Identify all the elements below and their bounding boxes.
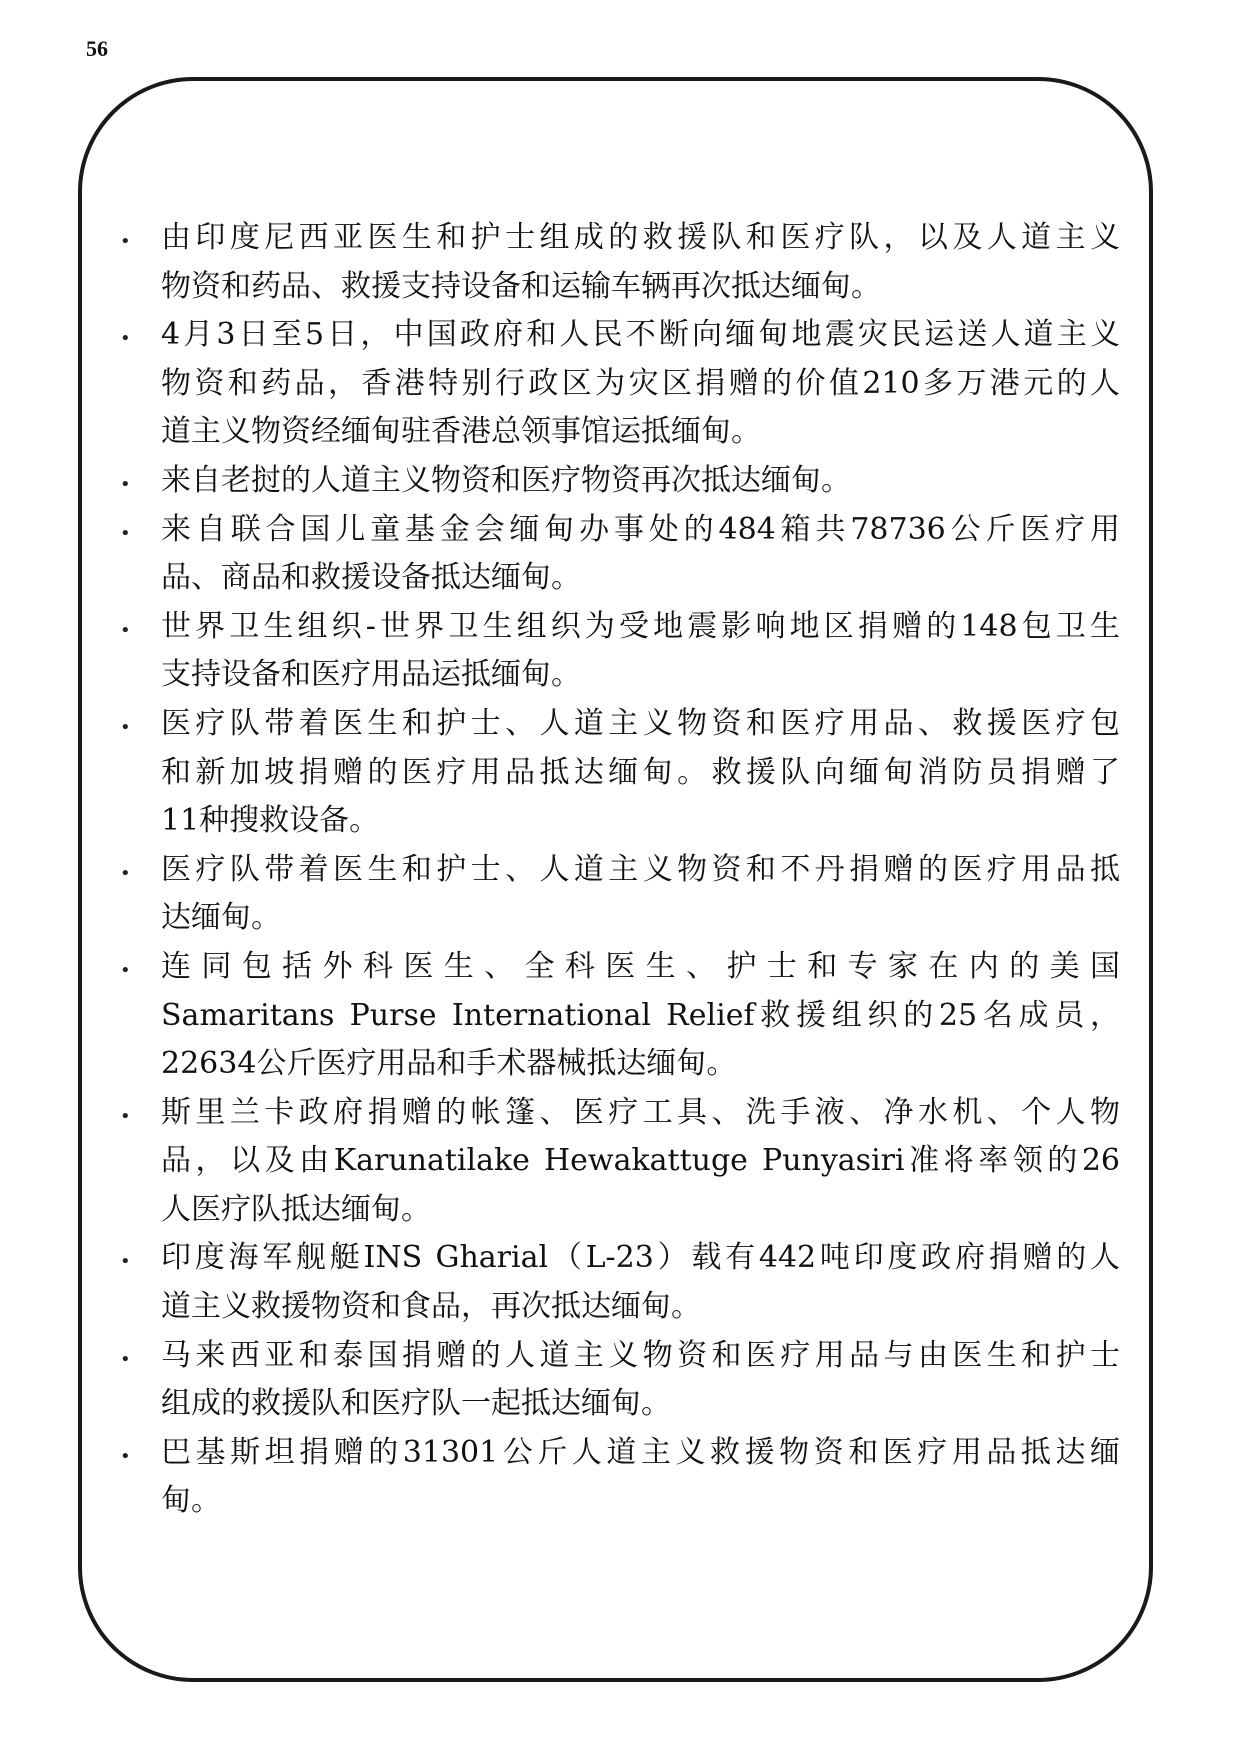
bullet-icon: • xyxy=(120,1105,131,1127)
bullet-icon: • xyxy=(120,959,131,981)
bullet-icon: • xyxy=(120,328,131,350)
list-item-line: 连同包括外科医生、全科医生、护士和专家在内的美国 xyxy=(161,948,1120,984)
list-item-line: 和新加坡捐赠的医疗用品抵达缅甸。救援队向缅甸消防员捐赠了 xyxy=(161,754,1120,790)
page-number: 56 xyxy=(86,36,108,61)
list-item xyxy=(120,214,1120,311)
list-item-line: 医疗队带着医生和护士、人道主义物资和医疗用品、救援医疗包 xyxy=(161,705,1120,741)
list-item-line: 斯里兰卡政府捐赠的帐篷、医疗工具、洗手液、净水机、个人物 xyxy=(161,1094,1120,1130)
list-item-line: 达缅甸。 xyxy=(161,900,281,936)
list-item xyxy=(120,846,1120,943)
list-item-line: 品、商品和救援设备抵达缅甸。 xyxy=(161,560,581,596)
list-item-line: 物资和药品，香港特别行政区为灾区捐赠的价值210多万港元的人 xyxy=(161,365,1120,401)
list-item-line: 世界卫生组织-世界卫生组织为受地震影响地区捐赠的148包卫生 xyxy=(161,608,1120,644)
list-item-line: 道主义救援物资和食品，再次抵达缅甸。 xyxy=(161,1289,701,1325)
bullet-icon: • xyxy=(120,231,131,252)
list-item-line: 印度海军舰艇INS Gharial（L-23）载有442吨印度政府捐赠的人 xyxy=(161,1240,1120,1276)
list-item-line: 品，以及由Karunatilake Hewakattuge Punyasiri准将率领的26 xyxy=(161,1143,1120,1179)
list-item xyxy=(120,506,1120,603)
list-item-line: 人医疗队抵达缅甸。 xyxy=(161,1191,431,1227)
list-item-line: 道主义物资经缅甸驻香港总领事馆运抵缅甸。 xyxy=(161,414,761,450)
list-item-line: 11种搜救设备。 xyxy=(161,803,380,839)
list-item xyxy=(120,943,1120,1089)
bullet-icon: • xyxy=(120,1445,131,1467)
bullet-icon: • xyxy=(120,1348,131,1370)
list-item xyxy=(120,700,1120,846)
aid-arrival-list xyxy=(120,214,1120,1526)
list-item-line: 22634公斤医疗用品和手术器械抵达缅甸。 xyxy=(161,1046,737,1082)
list-item-line: 支持设备和医疗用品运抵缅甸。 xyxy=(161,657,581,693)
bullet-icon: • xyxy=(120,716,131,738)
list-item xyxy=(120,1429,1120,1526)
list-item-line: 甸。 xyxy=(161,1483,221,1519)
list-item xyxy=(120,603,1120,700)
bullet-icon: • xyxy=(120,619,131,641)
list-item xyxy=(120,311,1120,457)
list-item xyxy=(120,1234,1120,1331)
list-item-line: 巴基斯坦捐赠的31301公斤人道主义救援物资和医疗用品抵达缅 xyxy=(161,1434,1120,1470)
list-item-line: 物资和药品、救援支持设备和运输车辆再次抵达缅甸。 xyxy=(161,268,881,304)
list-item-line: 组成的救援队和医疗队一起抵达缅甸。 xyxy=(161,1386,671,1422)
bullet-icon: • xyxy=(120,862,131,884)
list-item xyxy=(120,1089,1120,1235)
bullet-icon: • xyxy=(120,522,131,544)
list-item-line: 来自联合国儿童基金会缅甸办事处的484箱共78736公斤医疗用 xyxy=(161,511,1120,547)
list-item-line: Samaritans Purse International Relief救援组织的25名成员， xyxy=(161,997,1120,1033)
list-item-line: 来自老挝的人道主义物资和医疗物资再次抵达缅甸。 xyxy=(161,462,851,498)
bullet-icon: • xyxy=(120,473,131,495)
list-item-line: 医疗队带着医生和护士、人道主义物资和不丹捐赠的医疗用品抵 xyxy=(161,851,1120,887)
list-item xyxy=(120,1332,1120,1429)
list-item xyxy=(120,457,1120,506)
list-item-line: 4月3日至5日，中国政府和人民不断向缅甸地震灾民运送人道主义 xyxy=(161,317,1120,353)
bullet-icon: • xyxy=(120,1251,131,1273)
list-item-line: 由印度尼西亚医生和护士组成的救援队和医疗队，以及人道主义 xyxy=(161,220,1120,255)
list-item-line: 马来西亚和泰国捐赠的人道主义物资和医疗用品与由医生和护士 xyxy=(161,1337,1120,1373)
